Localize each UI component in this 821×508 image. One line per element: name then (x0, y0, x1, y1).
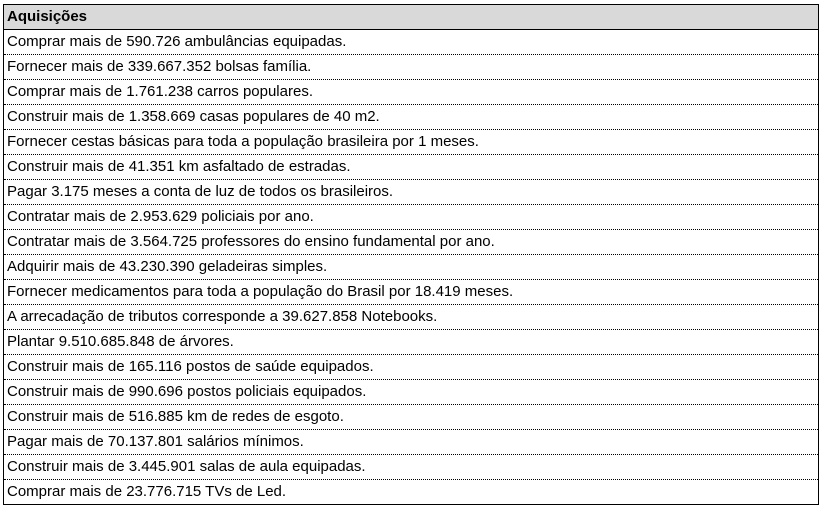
table-cell[interactable]: Pagar mais de 70.137.801 salários mínimos. (4, 430, 819, 455)
table-row (4, 280, 819, 305)
table-cell[interactable]: Fornecer medicamentos para toda a população do Brasil por 18.419 meses. (4, 280, 819, 305)
table-row (4, 180, 819, 205)
header-cell-aquisicoes[interactable]: Aquisições (4, 5, 819, 30)
table-row (4, 480, 819, 505)
table-cell[interactable]: Construir mais de 165.116 postos de saúde equipados. (4, 355, 819, 380)
table-cell[interactable]: Fornecer cestas básicas para toda a população brasileira por 1 meses. (4, 130, 819, 155)
table-cell[interactable]: Fornecer mais de 339.667.352 bolsas família. (4, 55, 819, 80)
table-cell[interactable]: Comprar mais de 23.776.715 TVs de Led. (4, 480, 819, 505)
table-row (4, 355, 819, 380)
table-row (4, 380, 819, 405)
table-cell[interactable]: Construir mais de 41.351 km asfaltado de estradas. (4, 155, 819, 180)
table-row (4, 330, 819, 355)
table-row (4, 455, 819, 480)
table-row (4, 30, 819, 55)
acquisitions-table (3, 4, 819, 505)
table-row (4, 405, 819, 430)
table-row (4, 55, 819, 80)
table-row (4, 205, 819, 230)
table-row (4, 230, 819, 255)
table-header-row (4, 5, 819, 30)
table-row (4, 430, 819, 455)
table-row (4, 105, 819, 130)
table-cell[interactable]: Contratar mais de 2.953.629 policiais por ano. (4, 205, 819, 230)
table-cell[interactable]: Comprar mais de 590.726 ambulâncias equipadas. (4, 30, 819, 55)
table-row (4, 155, 819, 180)
table-cell[interactable]: Contratar mais de 3.564.725 professores do ensino fundamental por ano. (4, 230, 819, 255)
table-cell[interactable]: Pagar 3.175 meses a conta de luz de todos os brasileiros. (4, 180, 819, 205)
table-cell[interactable]: A arrecadação de tributos corresponde a 39.627.858 Notebooks. (4, 305, 819, 330)
table-cell[interactable]: Construir mais de 3.445.901 salas de aula equipadas. (4, 455, 819, 480)
table-cell[interactable]: Adquirir mais de 43.230.390 geladeiras simples. (4, 255, 819, 280)
table-row (4, 130, 819, 155)
table-cell[interactable]: Construir mais de 990.696 postos policiais equipados. (4, 380, 819, 405)
table-row (4, 305, 819, 330)
table-row (4, 255, 819, 280)
table-cell[interactable]: Plantar 9.510.685.848 de árvores. (4, 330, 819, 355)
table-cell[interactable]: Comprar mais de 1.761.238 carros populares. (4, 80, 819, 105)
table-cell[interactable]: Construir mais de 516.885 km de redes de esgoto. (4, 405, 819, 430)
table-row (4, 80, 819, 105)
table-cell[interactable]: Construir mais de 1.358.669 casas populares de 40 m2. (4, 105, 819, 130)
